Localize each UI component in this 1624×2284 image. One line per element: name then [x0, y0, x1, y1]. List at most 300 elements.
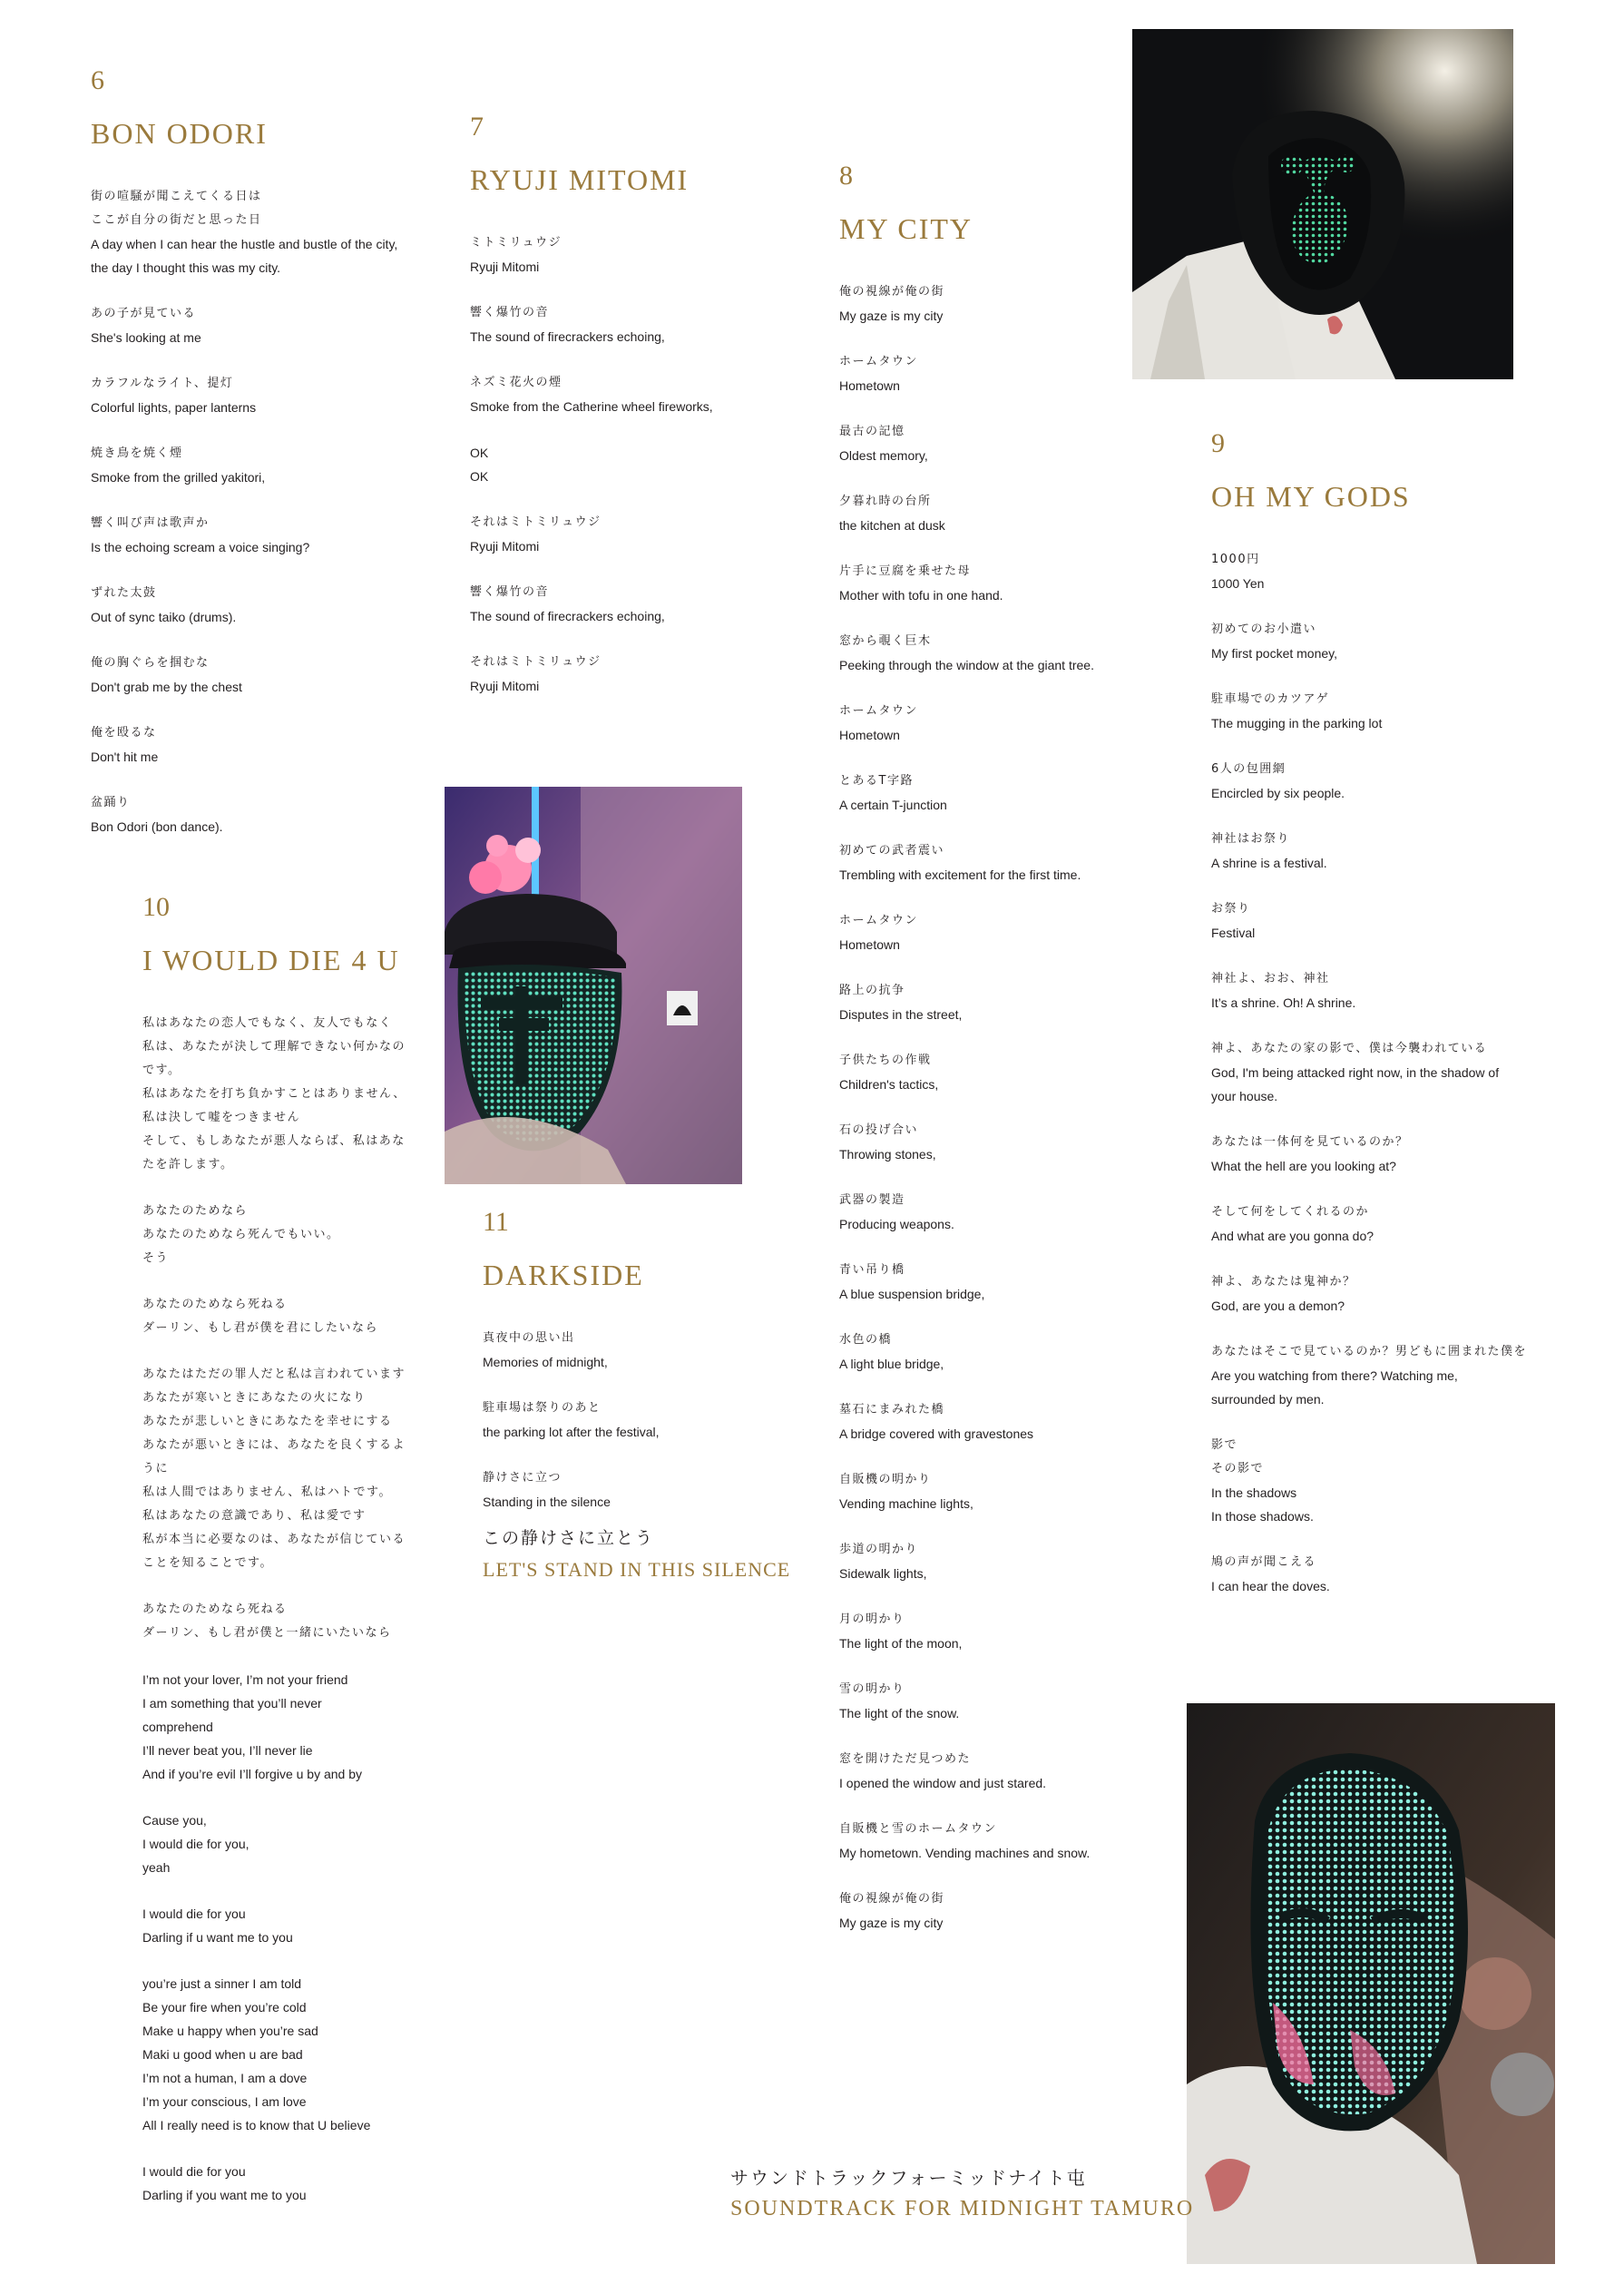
lyric-line: 盆踊り — [91, 796, 131, 809]
lyric-line: I would die for you — [142, 1907, 246, 1921]
lyric-line: Out of sync taiko (drums). — [91, 610, 237, 624]
stanza-gap — [839, 1026, 1202, 1049]
lyric-line: Ryuji Mitomi — [470, 539, 540, 554]
lyric-line: And if you’re evil I’ll forgive u by and by — [142, 1767, 363, 1781]
lyric-line: 俺の胸ぐらを掴むな — [91, 656, 210, 670]
lyric-line: 石の投げ合い — [839, 1123, 919, 1137]
lyric-line: 片手に豆腐を乗せた母 — [839, 564, 972, 578]
stanza — [839, 700, 1202, 747]
stanza-gap — [839, 1096, 1202, 1119]
song-number: 7 — [470, 112, 484, 142]
stanza-gap — [142, 1270, 451, 1293]
lyric-line: A blue suspension bridge, — [839, 1287, 985, 1301]
lyric-line: OK — [470, 469, 489, 484]
stanza-gap — [1211, 665, 1592, 688]
lyric-line: All I really need is to know that U believe — [142, 2118, 371, 2132]
song-title: MY CITY — [839, 212, 973, 245]
stanza-gap — [470, 558, 815, 581]
song-title: DARKSIDE — [483, 1259, 644, 1291]
stanza-gap — [483, 1444, 827, 1466]
stanza-gap — [839, 1446, 1202, 1468]
stanza — [839, 1259, 1202, 1306]
lyric-line: Festival — [1211, 926, 1256, 940]
stanza-gap — [483, 1374, 827, 1397]
stanza-gap — [142, 1177, 451, 1200]
stanza — [483, 1466, 827, 1514]
stanza — [483, 1327, 827, 1374]
lyric-line: 焼き鳥を焼く煙 — [91, 446, 183, 460]
stanza — [91, 302, 445, 349]
lyric-line: あなたはそこで見ているのか？男どもに囲まれた僕を — [1211, 1345, 1528, 1358]
lyrics — [839, 280, 1202, 1935]
lyric-line: 鳩の声が聞こえる — [1211, 1555, 1317, 1569]
stanza — [142, 1598, 451, 1645]
song-oh-my-gods — [1211, 428, 1592, 1598]
lyric-line: My gaze is my city — [839, 1916, 944, 1930]
stanza — [1211, 1201, 1592, 1248]
song-number: 9 — [1211, 428, 1225, 458]
lyric-line: 静けさに立つ — [483, 1471, 563, 1485]
stanza — [1211, 618, 1592, 665]
lyric-line: 自販機の明かり — [839, 1473, 932, 1486]
song-title: BON ODORI — [91, 117, 268, 150]
stanza-gap — [91, 629, 445, 652]
lyric-line: Darling if u want me to you — [142, 1930, 293, 1945]
stanza — [470, 301, 815, 348]
stanza-gap — [142, 1949, 451, 1972]
song-title: RYUJI MITOMI — [470, 163, 690, 196]
lyric-line: I’m your conscious, I am love — [142, 2094, 307, 2109]
stanza-gap — [142, 1575, 451, 1598]
lyric-line: あなたが悲しいときにあなたを幸せにする — [142, 1415, 393, 1428]
lyric-line: The light of the moon, — [839, 1636, 963, 1651]
lyrics — [91, 185, 445, 838]
lyric-line: ダーリン、もし君が僕を君にしたいなら — [142, 1321, 378, 1335]
lyric-line: 初めての武者震い — [839, 844, 945, 858]
lyric-line: Don't hit me — [91, 750, 159, 764]
stanza-gap — [142, 1340, 451, 1363]
stanza-gap — [91, 559, 445, 582]
lyric-line: yeah — [142, 1860, 171, 1875]
lyrics — [483, 1327, 827, 1514]
lyric-line: 私が本当に必要なのは、あなたが信じている — [142, 1533, 406, 1546]
stanza-gap — [91, 349, 445, 372]
lyric-line: 1000 Yen — [1211, 576, 1265, 591]
lyric-line: A certain T-junction — [839, 798, 947, 812]
stanza-gap — [142, 1879, 451, 1902]
lyric-line: Bon Odori (bon dance). — [91, 819, 223, 834]
lyric-line: The sound of firecrackers echoing, — [470, 329, 665, 344]
stanza-gap — [1211, 735, 1592, 758]
stanza — [839, 770, 1202, 817]
lyric-line: I would die for you, — [142, 1837, 249, 1851]
stanza — [142, 1809, 451, 1879]
song-darkside — [483, 1207, 827, 1582]
lyric-line: 私はあなたを打ち負かすことはありません、 — [142, 1087, 406, 1101]
lyric-line: 自販機と雪のホームタウン — [839, 1822, 998, 1836]
lyric-line: Maki u good when u are bad — [142, 2047, 303, 2062]
stanza-gap — [839, 1306, 1202, 1328]
lyric-line: the kitchen at dusk — [839, 518, 945, 533]
tagline-jp: この静けさに立とう — [483, 1529, 655, 1548]
stanza — [470, 581, 815, 628]
photo-led-mask-night — [1132, 29, 1513, 379]
lyric-line: A light blue bridge, — [839, 1357, 944, 1371]
stanza-gap — [839, 1655, 1202, 1678]
lyrics — [142, 1012, 451, 2207]
closing-title-en: SOUNDTRACK FOR MIDNIGHT TAMURO — [730, 2197, 1195, 2220]
lyric-line: Throwing stones, — [839, 1147, 936, 1162]
stanza-gap — [839, 467, 1202, 490]
stanza — [1211, 1551, 1592, 1598]
lyric-line: 路上の抗争 — [839, 984, 905, 997]
lyric-line: Disputes in the street, — [839, 1007, 963, 1022]
photo-led-mask-flowers — [445, 787, 742, 1184]
stanza — [142, 1012, 451, 1177]
lyric-line: あなたのためなら死んでもいい。 — [142, 1228, 340, 1241]
lyric-line: あなたのためなら死ねる — [142, 1603, 288, 1616]
stanza — [142, 1668, 451, 1786]
lyric-line: OK — [470, 446, 489, 460]
lyric-line: It’s a shrine. Oh! A shrine. — [1211, 995, 1356, 1010]
lyric-line: 雪の明かり — [839, 1682, 905, 1696]
lyric-line: your house. — [1211, 1089, 1278, 1103]
lyric-line: Ryuji Mitomi — [470, 260, 540, 274]
lyric-line: surrounded by men. — [1211, 1392, 1325, 1407]
lyric-line: Hometown — [839, 728, 900, 742]
lyric-line: A bridge covered with gravestones — [839, 1426, 1034, 1441]
stanza — [470, 231, 815, 279]
song-my-city — [839, 161, 1202, 1935]
lyric-line: ミトミリュウジ — [470, 236, 563, 250]
lyric-line: 響く爆竹の音 — [470, 306, 550, 319]
stanza — [1211, 688, 1592, 735]
lyric-line: ことを知ることです。 — [142, 1556, 273, 1570]
stanza-gap — [470, 279, 815, 301]
lyrics — [470, 231, 815, 698]
tagline-en: LET'S STAND IN THIS SILENCE — [483, 1558, 791, 1581]
stanza-gap — [142, 1645, 451, 1668]
song-number: 6 — [91, 65, 104, 95]
stanza — [839, 490, 1202, 537]
stanza-gap — [91, 419, 445, 442]
lyric-line: Make u happy when you’re sad — [142, 2024, 318, 2038]
lyric-line: カラフルなライト、提灯 — [91, 377, 234, 390]
lyric-line: それはミトミリュウジ — [470, 515, 602, 529]
stanza — [1211, 1037, 1592, 1108]
stanza — [839, 909, 1202, 956]
lyric-line: Cause you, — [142, 1813, 207, 1828]
lyrics — [1211, 548, 1592, 1598]
stanza — [839, 1398, 1202, 1446]
stanza-gap — [1211, 1528, 1592, 1551]
lyric-line: ダーリン、もし君が僕と一緒にいたいなら — [142, 1626, 392, 1640]
lyric-line: 神よ、あなたは鬼神か？ — [1211, 1275, 1356, 1289]
song-title: OH MY GODS — [1211, 480, 1411, 513]
lyric-line: The mugging in the parking lot — [1211, 716, 1383, 730]
stanza — [470, 441, 815, 488]
lyric-line: それはミトミリュウジ — [470, 655, 602, 669]
closing-block — [730, 2163, 1194, 2221]
stanza — [839, 1887, 1202, 1935]
stanza-gap — [839, 747, 1202, 770]
stanza-gap — [839, 1166, 1202, 1189]
stanza — [91, 652, 445, 699]
lyric-line: Trembling with excitement for the first time. — [839, 868, 1081, 882]
stanza-gap — [91, 699, 445, 721]
stanza — [91, 721, 445, 769]
lyric-line: とあるT字路 — [839, 774, 914, 788]
lyric-line: Are you watching from there? Watching me, — [1211, 1368, 1458, 1383]
lyric-line: I am something that you’ll never — [142, 1696, 322, 1711]
stanza — [1211, 828, 1592, 875]
lyric-line: 俺を殴るな — [91, 726, 157, 740]
lyric-line: 6人の包囲網 — [1211, 762, 1286, 776]
lyric-line: 影で — [1211, 1438, 1238, 1452]
stanza-gap — [839, 607, 1202, 630]
stanza-gap — [142, 1786, 451, 1809]
lyric-line: ネズミ花火の煙 — [470, 376, 563, 389]
stanza — [1211, 758, 1592, 805]
photo-led-mask-selfie — [1187, 1703, 1555, 2264]
lyric-line: ここが自分の街だと思った日 — [91, 213, 262, 227]
stanza — [470, 511, 815, 558]
stanza — [839, 1538, 1202, 1585]
lyric-line: 真夜中の思い出 — [483, 1331, 575, 1345]
lyric-line: Colorful lights, paper lanterns — [91, 400, 257, 415]
lyric-line: Oldest memory, — [839, 448, 928, 463]
lyric-line: Peeking through the window at the giant tree. — [839, 658, 1094, 672]
lyric-line: 私は決して嘘をつきません — [142, 1111, 301, 1124]
lyric-line: ホームタウン — [839, 355, 919, 368]
stanza-gap — [1211, 1178, 1592, 1201]
stanza — [839, 839, 1202, 887]
stanza — [839, 1608, 1202, 1655]
lyric-line: あなたのためなら死ねる — [142, 1298, 288, 1311]
lyric-line: My first pocket money, — [1211, 646, 1338, 661]
stanza — [839, 1678, 1202, 1725]
stanza — [1211, 1340, 1592, 1411]
stanza-gap — [839, 677, 1202, 700]
lyric-line: あなたはただの罪人だと私は言われています — [142, 1367, 406, 1381]
lyric-line: comprehend — [142, 1720, 213, 1734]
stanza — [839, 1119, 1202, 1166]
lyric-line: My hometown. Vending machines and snow. — [839, 1846, 1091, 1860]
stanza — [1211, 1434, 1592, 1528]
lyric-line: My gaze is my city — [839, 309, 944, 323]
lyric-line: そして何をしてくれるのか — [1211, 1205, 1370, 1219]
stanza — [839, 630, 1202, 677]
stanza-gap — [1211, 1108, 1592, 1131]
stanza-gap — [1211, 805, 1592, 828]
stanza — [91, 791, 445, 838]
stanza-gap — [839, 817, 1202, 839]
song-title: I WOULD DIE 4 U — [142, 944, 400, 976]
lyric-line: Standing in the silence — [483, 1495, 611, 1509]
stanza-gap — [1211, 595, 1592, 618]
lyric-line: I’m not your lover, I’m not your friend — [142, 1672, 348, 1687]
stanza — [839, 1468, 1202, 1515]
lyric-line: Encircled by six people. — [1211, 786, 1345, 800]
lyric-line: 響く叫び声は歌声か — [91, 516, 210, 530]
stanza — [142, 1363, 451, 1575]
stanza — [839, 420, 1202, 467]
stanza — [483, 1397, 827, 1444]
stanza — [1211, 897, 1592, 945]
lyric-line: ホームタウン — [839, 914, 919, 927]
stanza-gap — [1211, 945, 1592, 967]
stanza — [142, 1902, 451, 1949]
stanza-gap — [839, 887, 1202, 909]
stanza — [142, 1972, 451, 2137]
lyric-line: 子供たちの作戦 — [839, 1054, 932, 1067]
stanza — [839, 979, 1202, 1026]
stanza-gap — [91, 279, 445, 302]
lyric-line: Sidewalk lights, — [839, 1566, 927, 1581]
lyric-line: ホームタウン — [839, 704, 919, 718]
lyric-line: And what are you gonna do? — [1211, 1229, 1375, 1243]
stanza — [142, 1293, 451, 1340]
lyric-line: 私は人間ではありません、私はハトです。 — [142, 1485, 392, 1499]
lyric-line: A day when I can hear the hustle and bustle of the city, — [91, 237, 398, 251]
lyric-line: 月の明かり — [839, 1613, 905, 1626]
lyric-line: お祭り — [1211, 902, 1251, 916]
stanza-gap — [839, 956, 1202, 979]
song-number: 11 — [483, 1207, 509, 1237]
stanza-gap — [470, 348, 815, 371]
lyric-line: 私はあなたの意識であり、私は愛です — [142, 1509, 367, 1523]
lyric-line: 駐車場でのカツアゲ — [1211, 692, 1330, 706]
lyric-line: そして、もしあなたが悪人ならば、私はあな — [142, 1134, 406, 1148]
lyric-line: 窓を開けただ見つめた — [839, 1752, 972, 1766]
song-bon-odori — [91, 65, 445, 838]
lyric-line: the day I thought this was my city. — [91, 260, 281, 275]
lyric-line: Darling if you want me to you — [142, 2188, 307, 2202]
lyric-line: I opened the window and just stared. — [839, 1776, 1047, 1790]
stanza-gap — [91, 769, 445, 791]
lyric-line: うに — [142, 1462, 170, 1475]
stanza-gap — [91, 489, 445, 512]
lyric-line: あなたは一体何を見ているのか？ — [1211, 1135, 1409, 1149]
lyric-line: Be your fire when you’re cold — [142, 2000, 307, 2014]
stanza — [839, 1748, 1202, 1795]
lyric-line: 俺の視線が俺の街 — [839, 1892, 945, 1906]
lyric-line: Smoke from the Catherine wheel fireworks, — [470, 399, 713, 414]
stanza-gap — [839, 397, 1202, 420]
stanza-gap — [1211, 1248, 1592, 1270]
stanza-gap — [470, 418, 815, 441]
stanza — [839, 1189, 1202, 1236]
stanza — [470, 371, 815, 418]
stanza — [1211, 1270, 1592, 1318]
lyric-line: 歩道の明かり — [839, 1543, 919, 1556]
lyric-line: です。 — [142, 1064, 181, 1077]
lyric-line: God, are you a demon? — [1211, 1299, 1345, 1313]
lyric-line: 最古の記憶 — [839, 425, 905, 438]
lyric-line: the parking lot after the festival, — [483, 1425, 660, 1439]
stanza — [1211, 1131, 1592, 1178]
stanza-gap — [839, 1585, 1202, 1608]
stanza-gap — [839, 1795, 1202, 1818]
song-number: 8 — [839, 161, 853, 191]
lyric-line: たを許します。 — [142, 1158, 234, 1171]
stanza-gap — [839, 1376, 1202, 1398]
lyric-line: A shrine is a festival. — [1211, 856, 1327, 870]
lyric-line: Producing weapons. — [839, 1217, 954, 1231]
stanza — [142, 1200, 451, 1270]
lyric-line: あの子が見ている — [91, 307, 197, 320]
lyric-line: God, I'm being attacked right now, in the shadow of — [1211, 1065, 1500, 1080]
song-ryuji-mitomi — [470, 112, 815, 698]
stanza — [839, 1818, 1202, 1865]
closing-title-jp: サウンドトラックフォーミッドナイト屯 — [730, 2169, 1087, 2189]
stanza-gap — [1211, 1015, 1592, 1037]
stanza-gap — [839, 537, 1202, 560]
lyric-line: you’re just a sinner I am told — [142, 1976, 302, 1991]
lyric-line: 初めてのお小遣い — [1211, 622, 1317, 636]
lyric-line: I’ll never beat you, I’ll never lie — [142, 1743, 313, 1758]
lyric-line: 1000円 — [1211, 553, 1260, 566]
stanza — [91, 185, 445, 279]
stanza-gap — [839, 1725, 1202, 1748]
stanza-gap — [1211, 875, 1592, 897]
stanza — [1211, 967, 1592, 1015]
lyric-line: 私はあなたの恋人でもなく、友人でもなく — [142, 1016, 393, 1030]
lyric-line: I would die for you — [142, 2164, 246, 2179]
lyric-line: Don't grab me by the chest — [91, 680, 242, 694]
stanza-gap — [1211, 1318, 1592, 1340]
stanza — [142, 2160, 451, 2207]
lyric-line: Is the echoing scream a voice singing? — [91, 540, 310, 554]
lyric-line: Hometown — [839, 937, 900, 952]
lyric-line: 神社はお祭り — [1211, 832, 1291, 846]
lyric-line: 窓から覗く巨木 — [839, 634, 932, 648]
lyric-line: 響く爆竹の音 — [470, 585, 550, 599]
stanza — [91, 442, 445, 489]
stanza-gap — [839, 1236, 1202, 1259]
lyric-line: Children's tactics, — [839, 1077, 939, 1092]
lyric-line: Smoke from the grilled yakitori, — [91, 470, 266, 485]
stanza-gap — [839, 1515, 1202, 1538]
lyric-line: The sound of firecrackers echoing, — [470, 609, 665, 623]
song-i-would-die-4-u — [142, 892, 451, 2207]
stanza — [470, 651, 815, 698]
stanza — [91, 372, 445, 419]
stanza — [91, 582, 445, 629]
lyric-line: 神社よ、おお、神社 — [1211, 972, 1330, 985]
lyric-line: その影で — [1211, 1462, 1265, 1475]
stanza — [91, 512, 445, 559]
stanza — [839, 1049, 1202, 1096]
lyric-line: Memories of midnight, — [483, 1355, 608, 1369]
song-number: 10 — [142, 892, 170, 922]
stanza-gap — [470, 628, 815, 651]
lyric-line: She's looking at me — [91, 330, 201, 345]
lyric-line: ずれた太鼓 — [91, 586, 157, 600]
stanza-gap — [1211, 1411, 1592, 1434]
lyric-line: 私は、あなたが決して理解できない何かなの — [142, 1040, 406, 1054]
lyric-line: The light of the snow. — [839, 1706, 960, 1720]
lyric-line: あなたのためなら — [142, 1204, 249, 1218]
lyric-line: What the hell are you looking at? — [1211, 1159, 1396, 1173]
stanza — [1211, 548, 1592, 595]
lyric-line: あなたが寒いときにあなたの火になり — [142, 1391, 367, 1405]
lyric-line: 街の喧騒が聞こえてくる日は — [91, 190, 262, 203]
lyric-line: I can hear the doves. — [1211, 1579, 1330, 1593]
lyric-line: 夕暮れ時の台所 — [839, 495, 932, 508]
lyric-line: 俺の視線が俺の街 — [839, 285, 945, 299]
lyric-line: 武器の製造 — [839, 1193, 905, 1207]
